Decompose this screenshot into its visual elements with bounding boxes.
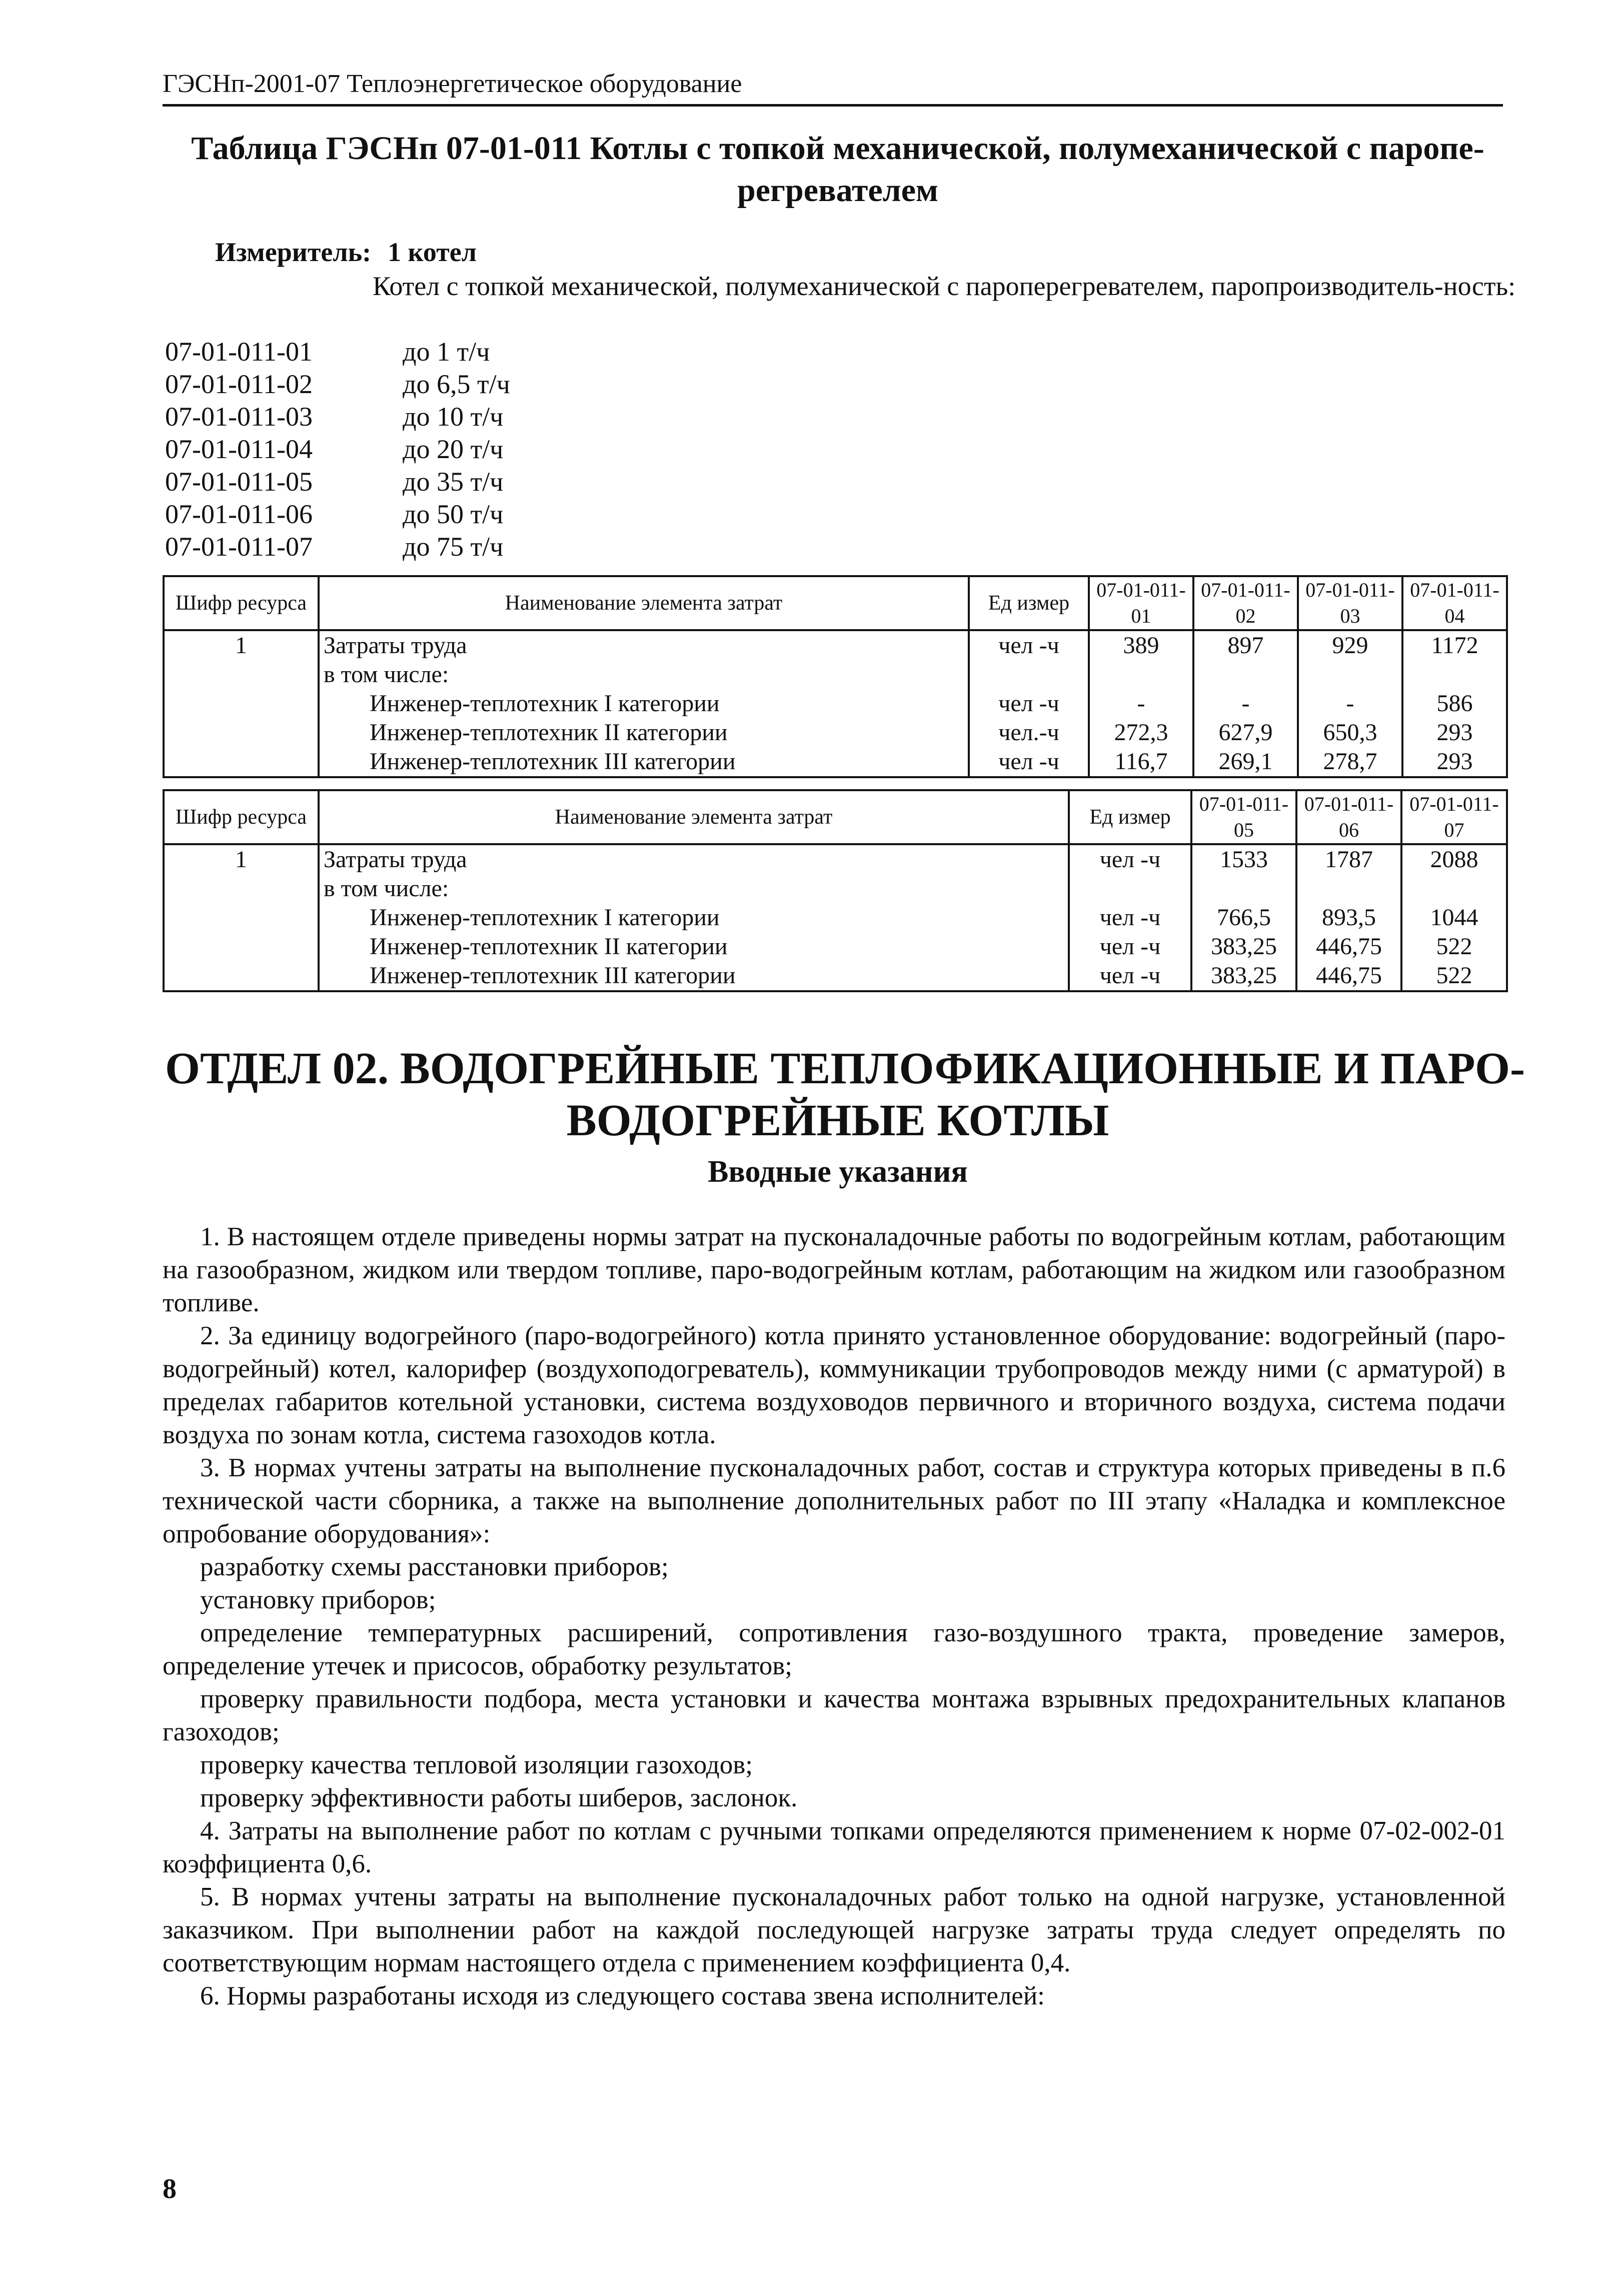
cell-element-name: Инженер-теплотехник II категории [319, 718, 969, 747]
cell-element-name: Затраты труда [319, 844, 1069, 874]
header-norm-code: 07-01-011-06 [1296, 790, 1401, 844]
cell-unit: чел.-ч [969, 718, 1089, 747]
cell-value: - [1089, 689, 1193, 718]
cell-value: - [1298, 689, 1402, 718]
norm-capacity: до 75 т/ч [403, 532, 504, 562]
cell-unit: чел -ч [969, 747, 1089, 777]
section-title-line-1: ОТДЕЛ 02. ВОДОГРЕЙНЫЕ ТЕПЛОФИКАЦИОННЫЕ И ПАРО- [165, 1044, 1525, 1093]
cell-element-name: в том числе: [319, 660, 969, 689]
cell-value: 116,7 [1089, 747, 1193, 777]
table-row [164, 747, 1507, 777]
norm-code: 07-01-011-03 [165, 402, 313, 432]
cell-element-name: Инженер-теплотехник II категории [319, 932, 1069, 961]
page-number: 8 [163, 2173, 177, 2204]
cell-element-name: Инженер-теплотехник I категории [319, 903, 1069, 932]
cell-value: - [1193, 689, 1298, 718]
cell-resource-code [164, 903, 319, 932]
norm-capacity: до 20 т/ч [403, 434, 504, 464]
code-list-item [165, 466, 765, 498]
header-norm-code: 07-01-011-07 [1401, 790, 1507, 844]
norm-capacity: до 35 т/ч [403, 467, 504, 497]
list-item: установку приборов; [200, 1585, 436, 1614]
cell-value: 627,9 [1193, 718, 1298, 747]
section-subtitle: Вводные указания [708, 1155, 968, 1189]
table-row [164, 689, 1507, 718]
list-item: определение температурных расширений, сопротивления газо-воздушного тракта, проведение замеров, определение утечек и присосов, обработку результатов; [163, 1618, 1505, 1680]
table-row [164, 660, 1507, 689]
cell-value [1298, 660, 1402, 689]
norm-table-2 [163, 789, 1508, 992]
cell-value: 897 [1193, 630, 1298, 660]
cell-value: 929 [1298, 630, 1402, 660]
cell-value: 766,5 [1191, 903, 1296, 932]
cell-value: 446,75 [1296, 932, 1401, 961]
paragraph: 1. В настоящем отделе приведены нормы затрат на пусконаладочные работы по водогрейным котлам, работающим на газообразном, жидком или твердом топливе, паро-водогрейным котлам, работающим на жидком или газообразном топливе. [163, 1222, 1505, 1317]
cell-value [1296, 874, 1401, 903]
table-row [164, 961, 1507, 991]
cell-element-name: Инженер-теплотехник III категории [319, 961, 1069, 991]
paragraph: 4. Затраты на выполнение работ по котлам с ручными топками определяются применением к норме 07-02-002-01 коэффициента 0,6. [163, 1816, 1505, 1878]
cell-resource-code [164, 718, 319, 747]
cell-unit: чел -ч [969, 689, 1089, 718]
cell-value: 278,7 [1298, 747, 1402, 777]
cell-unit: чел -ч [1069, 961, 1191, 991]
norm-code: 07-01-011-07 [165, 532, 313, 562]
meter-line [165, 237, 1515, 271]
paragraph: 2. За единицу водогрейного (паро-водогрейного) котла принято установленное оборудование: водогрейный (паро-водогрейный) котел, калорифер (воздухоподогреватель), коммуникации трубопроводов между ними (с арматурой) в пределах габаритов котельной установки, система воздуховодов первичного и вторичного воздуха, система подачи воздуха по зонам котла, система газоходов котла. [163, 1321, 1505, 1449]
cell-value: 522 [1401, 961, 1507, 991]
paragraph: 3. В нормах учтены затраты на выполнение пусконаладочных работ, состав и структура которых приведены в п.6 технической части сборника, а также на выполнение дополнительных работ по III этапу «Наладка и комплексное опробование оборудования»: [163, 1453, 1505, 1548]
cell-unit [1069, 874, 1191, 903]
header-norm-code: 07-01-011-02 [1193, 576, 1298, 630]
code-list-item [165, 433, 765, 466]
cell-value: 1787 [1296, 844, 1401, 874]
section-title-line-2: ВОДОГРЕЙНЫЕ КОТЛЫ [566, 1096, 1109, 1145]
header-norm-code: 07-01-011-05 [1191, 790, 1296, 844]
table-row [164, 903, 1507, 932]
cell-value [1193, 660, 1298, 689]
meter-description: Котел с топкой механической, полумеханической с пароперегревателем, паропроизводитель-ность: [373, 271, 1516, 301]
norm-capacity: до 10 т/ч [403, 402, 504, 432]
table-row [164, 844, 1507, 874]
list-item: разработку схемы расстановки приборов; [200, 1552, 669, 1581]
table-title-line-2: регревателем [737, 172, 938, 209]
cell-element-name: Затраты труда [319, 630, 969, 660]
cell-value: 269,1 [1193, 747, 1298, 777]
cell-resource-code [164, 961, 319, 991]
header-norm-code: 07-01-011-04 [1402, 576, 1507, 630]
code-list-item [165, 336, 765, 368]
cell-value [1402, 660, 1507, 689]
code-list-item [165, 368, 765, 401]
meter-label: Измеритель: [215, 237, 372, 267]
norm-table-1 [163, 575, 1508, 778]
cell-unit [969, 660, 1089, 689]
norm-code: 07-01-011-01 [165, 337, 313, 367]
cell-value: 586 [1402, 689, 1507, 718]
header-element-name: Наименование элемента затрат [319, 790, 1069, 844]
cell-unit: чел -ч [1069, 844, 1191, 874]
table-row [164, 630, 1507, 660]
table-header-row [164, 790, 1507, 844]
cell-unit: чел -ч [1069, 903, 1191, 932]
cell-value: 293 [1402, 747, 1507, 777]
cell-value: 383,25 [1191, 961, 1296, 991]
header-norm-code: 07-01-011-01 [1089, 576, 1193, 630]
cell-value: 650,3 [1298, 718, 1402, 747]
cell-value: 1044 [1401, 903, 1507, 932]
table-row [164, 718, 1507, 747]
cell-value: 293 [1402, 718, 1507, 747]
table-header-row [164, 576, 1507, 630]
norm-capacity: до 1 т/ч [403, 337, 490, 367]
running-header: ГЭСНп-2001-07 Теплоэнергетическое оборудование [163, 66, 1503, 107]
cell-resource-code: 1 [164, 630, 319, 660]
cell-resource-code [164, 689, 319, 718]
norm-code: 07-01-011-02 [165, 369, 313, 399]
list-item: проверку эффективности работы шиберов, заслонок. [200, 1783, 798, 1812]
header-unit: Ед измер [969, 576, 1089, 630]
cell-value: 893,5 [1296, 903, 1401, 932]
meter-value: 1 котел [388, 237, 477, 267]
cell-value [1191, 874, 1296, 903]
cell-value: 389 [1089, 630, 1193, 660]
cell-value [1089, 660, 1193, 689]
cell-element-name: в том числе: [319, 874, 1069, 903]
list-item: проверку качества тепловой изоляции газоходов; [200, 1750, 753, 1779]
code-list [165, 336, 765, 563]
table-row [164, 932, 1507, 961]
code-list-item [165, 401, 765, 433]
norm-code: 07-01-011-05 [165, 467, 313, 497]
header-resource-code: Шифр ресурса [164, 576, 319, 630]
cell-resource-code [164, 874, 319, 903]
cell-value [1401, 874, 1507, 903]
header-unit: Ед измер [1069, 790, 1191, 844]
cell-unit: чел -ч [969, 630, 1089, 660]
code-list-item [165, 498, 765, 531]
cell-value: 2088 [1401, 844, 1507, 874]
header-resource-code: Шифр ресурса [164, 790, 319, 844]
header-element-name: Наименование элемента затрат [319, 576, 969, 630]
cell-element-name: Инженер-теплотехник III категории [319, 747, 969, 777]
body-text [163, 1220, 1505, 2012]
table-title-line-1: Таблица ГЭСНп 07-01-011 Котлы с топкой механической, полумеханической с паропе- [191, 130, 1484, 167]
table-title [165, 128, 1510, 212]
section-title [165, 1043, 1525, 1147]
cell-value: 1533 [1191, 844, 1296, 874]
cell-resource-code: 1 [164, 844, 319, 874]
cell-value: 383,25 [1191, 932, 1296, 961]
cell-element-name: Инженер-теплотехник I категории [319, 689, 969, 718]
cell-resource-code [164, 660, 319, 689]
meter-block [165, 237, 1516, 562]
norm-capacity: до 50 т/ч [403, 499, 504, 529]
list-item: проверку правильности подбора, места установки и качества монтажа взрывных предохранительных клапанов газоходов; [163, 1684, 1505, 1746]
cell-unit: чел -ч [1069, 932, 1191, 961]
cell-value: 522 [1401, 932, 1507, 961]
table-row [164, 874, 1507, 903]
cell-value: 1172 [1402, 630, 1507, 660]
norm-code: 07-01-011-04 [165, 434, 313, 464]
paragraph: 6. Нормы разработаны исходя из следующего состава звена исполнителей: [200, 1981, 1045, 2010]
cell-value: 272,3 [1089, 718, 1193, 747]
cell-resource-code [164, 932, 319, 961]
header-norm-code: 07-01-011-03 [1298, 576, 1402, 630]
cell-value: 446,75 [1296, 961, 1401, 991]
paragraph: 5. В нормах учтены затраты на выполнение пусконаладочных работ только на одной нагрузке, установленной заказчиком. При выполнении работ на каждой последующей нагрузке затраты труда следует определять по соответствующим нормам настоящего отдела с применением коэффициента 0,4. [163, 1882, 1505, 1977]
code-list-item [165, 531, 765, 563]
cell-resource-code [164, 747, 319, 777]
norm-code: 07-01-011-06 [165, 499, 313, 529]
norm-capacity: до 6,5 т/ч [403, 369, 510, 399]
